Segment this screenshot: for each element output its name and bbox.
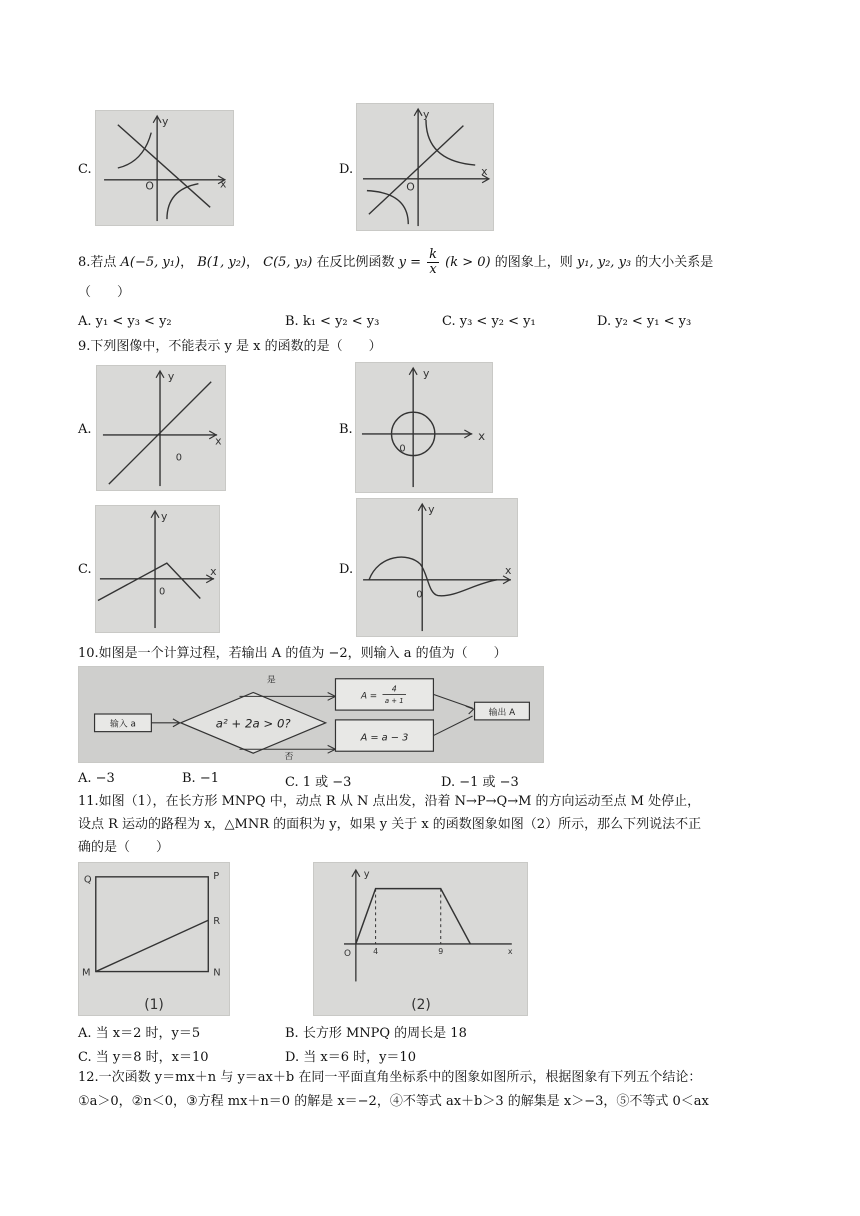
q9-option-c-label: C. <box>78 562 92 577</box>
q7-graph-c <box>95 110 234 226</box>
origin-label: 0 <box>175 452 183 464</box>
q10-flowchart <box>78 666 544 763</box>
axis-y-label: y <box>428 502 435 516</box>
vertex-n-label: N <box>213 967 221 979</box>
origin-label: 0 <box>399 443 406 455</box>
axis-y-label: y <box>167 369 175 383</box>
flow-yes-label: 是 <box>266 675 276 686</box>
q8-fraction <box>427 248 439 277</box>
origin-label: 0 <box>416 589 423 601</box>
flow-no-box-label: A = a − 3 <box>360 732 409 744</box>
q9-stem: 9.下列图像中，不能表示 y 是 x 的函数的是（ ） <box>78 339 382 354</box>
axis-x-label: x <box>220 177 227 191</box>
origin-label: O <box>344 948 352 959</box>
q12-stem-line2: ①a＞0，②n＜0，③方程 mx＋n＝0 的解是 x＝−2，④不等式 ax＋b＞3 的解集是 x＞−3，⑤不等式 0＜ax <box>78 1094 709 1109</box>
flow-output-label: 输出 A <box>488 707 516 718</box>
q9-graph-b <box>355 362 493 493</box>
vertex-r-label: R <box>213 916 221 928</box>
flow-yes-den: a + 1 <box>384 697 404 706</box>
origin-label: O <box>406 180 415 194</box>
q8-suffix-text: 的图象上，则 <box>494 255 573 270</box>
q8-end-text: 的大小关系是 <box>635 255 714 270</box>
q9-option-d-label: D. <box>339 562 354 577</box>
rectangle-mnpq <box>96 877 209 972</box>
q8-answer-paren: （ ） <box>78 285 131 300</box>
flow-no-label: 否 <box>284 752 294 762</box>
q9-option-a-label: A. <box>78 422 92 437</box>
q8-option-b: B. k₁ < y₂ < y₃ <box>285 314 380 329</box>
q9-graph-a <box>96 365 226 491</box>
q11-option-c: C. 当 y＝8 时，x＝10 <box>78 1050 209 1065</box>
q8-prefix: 8.若点 <box>78 255 117 270</box>
axis-x-label: x <box>210 564 217 578</box>
q11-stem-line1: 11.如图（1），在长方形 MNPQ 中，动点 R 从 N 点出发，沿着 N→P→Q→M 的方向运动至点 M 处停止， <box>78 794 701 809</box>
q9-graph-c <box>95 505 220 633</box>
q11-figure-2 <box>313 862 528 1016</box>
axis-x-label: x <box>505 563 512 577</box>
q8-func-lhs: y = <box>398 255 421 270</box>
flow-input-label: 输入 a <box>110 719 136 730</box>
q8-option-c: C. y₃ < y₂ < y₁ <box>442 314 536 329</box>
q8-vars: y₁, y₂, y₃ <box>576 255 632 270</box>
axis-y-label: y <box>423 366 430 380</box>
q8-frac-num: k <box>429 247 438 262</box>
axis-x-label: x <box>215 434 222 448</box>
axis-y-label: y <box>162 114 169 128</box>
q12-stem-line1: 12.一次函数 y＝mx＋n 与 y＝ax＋b 在同一平面直角坐标系中的图象如图所示，根据图象有下列五个结论： <box>78 1070 702 1085</box>
q10-option-b: B. −1 <box>182 771 219 786</box>
q11-option-d: D. 当 x＝6 时，y＝10 <box>285 1050 416 1065</box>
q9-graph-d <box>356 498 518 637</box>
origin-label: 0 <box>158 586 166 598</box>
flow-yes-num: 4 <box>391 684 397 694</box>
vertex-p-label: P <box>213 870 220 882</box>
q8-mid-text: 在反比例函数 <box>316 255 395 270</box>
q8-stem: 8.若点 A(−5, y₁)， B(1, y₂)， C(5, y₃) 在反比例函数 y = $\frac{k}{x}$ (k > 0) 的图象上，则 y₁, y₂, y₃ 的大小关系是 <box>78 247 714 277</box>
q11-figure-1 <box>78 862 230 1016</box>
tick-label-4: 4 <box>373 946 379 956</box>
q9-option-b-label: B. <box>339 422 353 437</box>
q11-stem-line2: 设点 R 运动的路程为 x，△MNR 的面积为 y，如果 y 关于 x 的函数图象如图（2）所示，那么下列说法不正 <box>78 817 702 832</box>
q10-option-d: D. −1 或 −3 <box>441 775 519 790</box>
origin-label: O <box>145 179 154 193</box>
q8-condition: (k > 0) <box>445 255 491 270</box>
q8-frac-den: x <box>429 262 437 277</box>
axis-x-label: x <box>478 428 486 443</box>
axis-x-label: x <box>507 946 513 956</box>
q10-stem: 10.如图是一个计算过程，若输出 A 的值为 −2，则输入 a 的值为（ ） <box>78 646 507 661</box>
flow-yes-lhs: A = <box>360 691 378 702</box>
q8-option-d: D. y₂ < y₁ < y₃ <box>597 314 692 329</box>
q10-option-c: C. 1 或 −3 <box>285 775 352 790</box>
q8-point-a: A(−5, y₁) <box>120 255 181 270</box>
figure-1-caption: (1) <box>144 997 164 1014</box>
q7-option-c-label: C. <box>78 162 92 177</box>
q8-point-c: C(5, y₃) <box>263 255 313 270</box>
q8-option-a: A. y₁ < y₃ < y₂ <box>78 314 172 329</box>
q11-stem-line3: 确的是（ ） <box>78 840 170 855</box>
flow-condition-label: a² + 2a > 0? <box>215 716 291 731</box>
axis-y-label: y <box>160 509 168 523</box>
q10-option-a: A. −3 <box>78 771 115 786</box>
axis-y-label: y <box>423 107 430 121</box>
q11-option-b: B. 长方形 MNPQ 的周长是 18 <box>285 1026 467 1041</box>
q11-option-a: A. 当 x＝2 时，y＝5 <box>78 1026 201 1041</box>
vertex-q-label: Q <box>83 874 92 886</box>
q8-point-b: B(1, y₂) <box>197 255 246 270</box>
vertex-m-label: M <box>81 967 91 979</box>
q7-graph-d <box>356 103 494 231</box>
figure-2-caption: (2) <box>411 997 431 1014</box>
q7-option-d-label: D. <box>339 162 354 177</box>
area-function-graph <box>356 889 470 944</box>
axis-y-label: y <box>363 868 370 880</box>
tick-label-9: 9 <box>438 946 444 956</box>
axis-x-label: x <box>481 164 488 178</box>
